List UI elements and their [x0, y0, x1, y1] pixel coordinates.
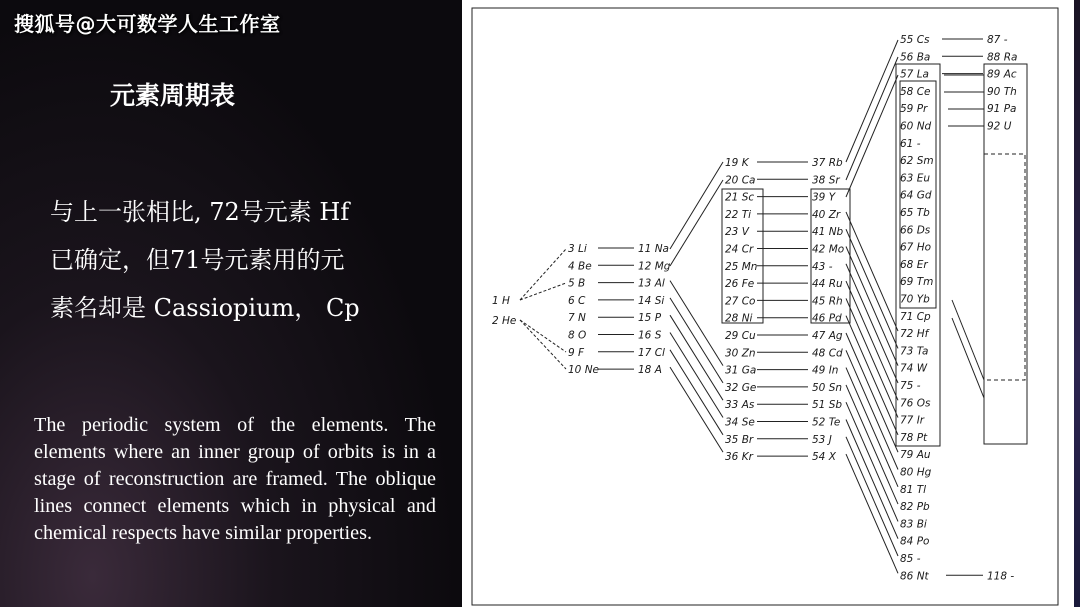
- oblique-line: [670, 281, 723, 366]
- element-col4: 47 Ag: [812, 330, 843, 342]
- element-col4: 37 Rb: [812, 157, 843, 169]
- oblique-line: [846, 229, 898, 348]
- element-col4: 52 Te: [812, 416, 841, 429]
- element-col5: 70 Yb: [900, 293, 930, 306]
- element-col5: 74 W: [900, 362, 928, 375]
- element-col5: 60 Nd: [900, 120, 932, 133]
- element-col2: 12 Mg: [638, 260, 671, 273]
- element-col3: 20 Ca: [725, 174, 756, 187]
- figure-caption: The periodic system of the elements. The elements where an inner group of orbits is in a stage of reconstruction are framed. The oblique lines connect elements which in physical and chemical respects have similar properties.: [34, 414, 436, 544]
- element-col3: 19 K: [725, 157, 749, 169]
- element-col2: 15 P: [638, 312, 662, 325]
- element-col4: 51 Sb: [812, 399, 843, 412]
- element-col3: 36 Kr: [725, 451, 753, 464]
- element-col4: 41 Nb: [812, 226, 844, 239]
- element-col4: 54 X: [812, 451, 836, 464]
- element-col4: 50 Sn: [812, 381, 843, 394]
- element-col6-last: 118 -: [987, 570, 1015, 583]
- element-col5: 71 Cp: [900, 310, 931, 323]
- element-col5: 86 Nt: [900, 570, 929, 583]
- element-col5: 79 Au: [900, 449, 931, 462]
- element-col6: 87 -: [987, 34, 1008, 46]
- element-period1-1: 2 He: [492, 315, 517, 327]
- element-col3: 25 Mn: [725, 260, 758, 273]
- element-col5: 59 Pr: [900, 103, 928, 116]
- element-col5: 66 Ds: [900, 224, 931, 237]
- main-text-line: 素名却是 Cassiopium， Cp: [50, 294, 360, 322]
- element-col5: 61 -: [900, 137, 921, 150]
- element-col2: 13 Al: [638, 277, 665, 290]
- oblique-line: [846, 281, 898, 400]
- oblique-line: [846, 264, 898, 383]
- element-col4: 44 Ru: [812, 278, 843, 291]
- oblique-line: [846, 316, 898, 435]
- element-col5: 68 Er: [900, 258, 928, 271]
- main-text-line: 已确定，但71号元素用的元: [50, 246, 345, 274]
- element-col5: 80 Hg: [900, 466, 932, 479]
- dashed-link: [520, 320, 566, 369]
- element-col2: 11 Na: [638, 243, 669, 255]
- element-col2: 17 Cl: [638, 346, 665, 359]
- oblique-line: [846, 75, 898, 197]
- element-col1: 9 F: [568, 346, 585, 359]
- element-col3: 32 Ge: [725, 381, 757, 394]
- element-col3: 22 Ti: [725, 208, 752, 221]
- oblique-line: [670, 350, 723, 435]
- element-col4: 38 Sr: [812, 174, 840, 187]
- element-col6: 91 Pa: [987, 103, 1017, 116]
- element-col1: 5 B: [568, 277, 586, 290]
- oblique-line: [670, 162, 723, 249]
- oblique-line: [846, 402, 898, 521]
- element-col5: 81 Tl: [900, 483, 927, 496]
- element-col1: 3 Li: [568, 243, 587, 255]
- oblique-line: [846, 40, 898, 162]
- slide-title: 元素周期表: [110, 81, 236, 110]
- element-col6: 89 Ac: [987, 68, 1017, 81]
- oblique-line: [846, 385, 898, 504]
- figure-frame: [472, 8, 1058, 605]
- element-col5: 76 Os: [900, 397, 931, 410]
- element-col3: 28 Ni: [725, 312, 753, 325]
- element-col5: 55 Cs: [900, 34, 930, 46]
- element-col5: 64 Gd: [900, 189, 932, 202]
- element-col5: 82 Pb: [900, 501, 930, 514]
- element-col5: 65 Tb: [900, 207, 930, 219]
- element-col1: 6 C: [568, 294, 586, 307]
- element-col6: 88 Ra: [987, 51, 1018, 64]
- element-col5: 77 Ir: [900, 414, 925, 427]
- element-col3: 33 As: [725, 399, 755, 412]
- element-col6: 90 Th: [987, 85, 1017, 98]
- dashed-link: [520, 249, 566, 300]
- element-col2: 14 Si: [638, 294, 665, 307]
- element-col1: 4 Be: [568, 260, 592, 273]
- element-col4: 42 Mo: [812, 243, 845, 256]
- oblique-line: [952, 318, 984, 398]
- element-col2: 18 A: [638, 364, 662, 377]
- element-col5: 62 Sm: [900, 155, 934, 168]
- element-col5: 73 Ta: [900, 345, 929, 358]
- element-col4: 40 Zr: [812, 208, 841, 221]
- element-col1: 7 N: [568, 312, 586, 325]
- element-col5: 78 Pt: [900, 431, 928, 444]
- oblique-line: [846, 437, 898, 556]
- element-col3: 23 V: [725, 226, 749, 239]
- element-col2: 16 S: [638, 329, 662, 342]
- element-col3: 29 Cu: [725, 330, 756, 342]
- element-col3: 24 Cr: [725, 243, 754, 256]
- element-col4: 45 Rh: [812, 295, 843, 308]
- oblique-line: [846, 57, 898, 180]
- oblique-line: [846, 368, 898, 487]
- oblique-line: [846, 212, 898, 331]
- element-col5: 58 Ce: [900, 85, 931, 98]
- oblique-line: [670, 333, 723, 418]
- element-col5: 69 Tm: [900, 276, 934, 289]
- element-col4: 53 J: [812, 433, 832, 446]
- element-col5: 56 Ba: [900, 51, 931, 64]
- dashed-link: [520, 320, 566, 352]
- text-panel: [0, 0, 462, 607]
- element-col3: 21 Sc: [725, 191, 755, 204]
- element-col4: 39 Y: [812, 191, 836, 204]
- element-col3: 35 Br: [725, 433, 754, 446]
- element-col5: 57 La: [900, 68, 929, 81]
- oblique-line: [846, 454, 898, 573]
- oblique-line: [846, 247, 898, 366]
- oblique-line: [952, 300, 984, 380]
- element-col5: 67 Ho: [900, 241, 932, 254]
- oblique-line: [670, 367, 723, 452]
- element-period1-0: 1 H: [492, 295, 510, 307]
- element-col5: 83 Bi: [900, 518, 927, 531]
- element-col3: 30 Zn: [725, 347, 756, 360]
- slide-edge-decoration: [1074, 0, 1080, 607]
- element-col5: 72 Hf: [900, 328, 929, 341]
- main-text-line: 与上一张相比, 72号元素 Hf: [50, 198, 350, 226]
- oblique-line: [670, 315, 723, 400]
- element-col5: 85 -: [900, 553, 921, 565]
- dashed-link: [520, 283, 566, 300]
- element-col3: 31 Ga: [725, 364, 757, 377]
- oblique-line: [670, 180, 723, 266]
- element-col3: 26 Fe: [725, 278, 755, 291]
- periodic-table-figure: [462, 0, 1074, 607]
- element-col3: 27 Co: [725, 295, 756, 308]
- oblique-line: [846, 420, 898, 539]
- element-col6: 92 U: [987, 120, 1012, 133]
- element-col5: 84 Po: [900, 535, 930, 548]
- element-col5: 63 Eu: [900, 172, 930, 185]
- element-col1: 10 Ne: [568, 364, 600, 377]
- oblique-line: [846, 333, 898, 452]
- frame-unknown: [984, 154, 1025, 380]
- element-col4: 43 -: [812, 260, 833, 273]
- element-col1: 8 O: [568, 329, 587, 342]
- main-text: [50, 192, 450, 336]
- element-col4: 48 Cd: [812, 347, 843, 360]
- element-col4: 49 In: [812, 364, 839, 377]
- element-col3: 34 Se: [725, 416, 755, 429]
- element-col4: 46 Pd: [812, 312, 842, 325]
- oblique-line: [670, 298, 723, 383]
- oblique-line: [846, 350, 898, 469]
- periodic-table-diagram: [462, 0, 1074, 607]
- element-col5: 75 -: [900, 380, 921, 392]
- watermark: 搜狐号@大可数学人生工作室: [14, 12, 281, 36]
- oblique-line: [846, 298, 898, 417]
